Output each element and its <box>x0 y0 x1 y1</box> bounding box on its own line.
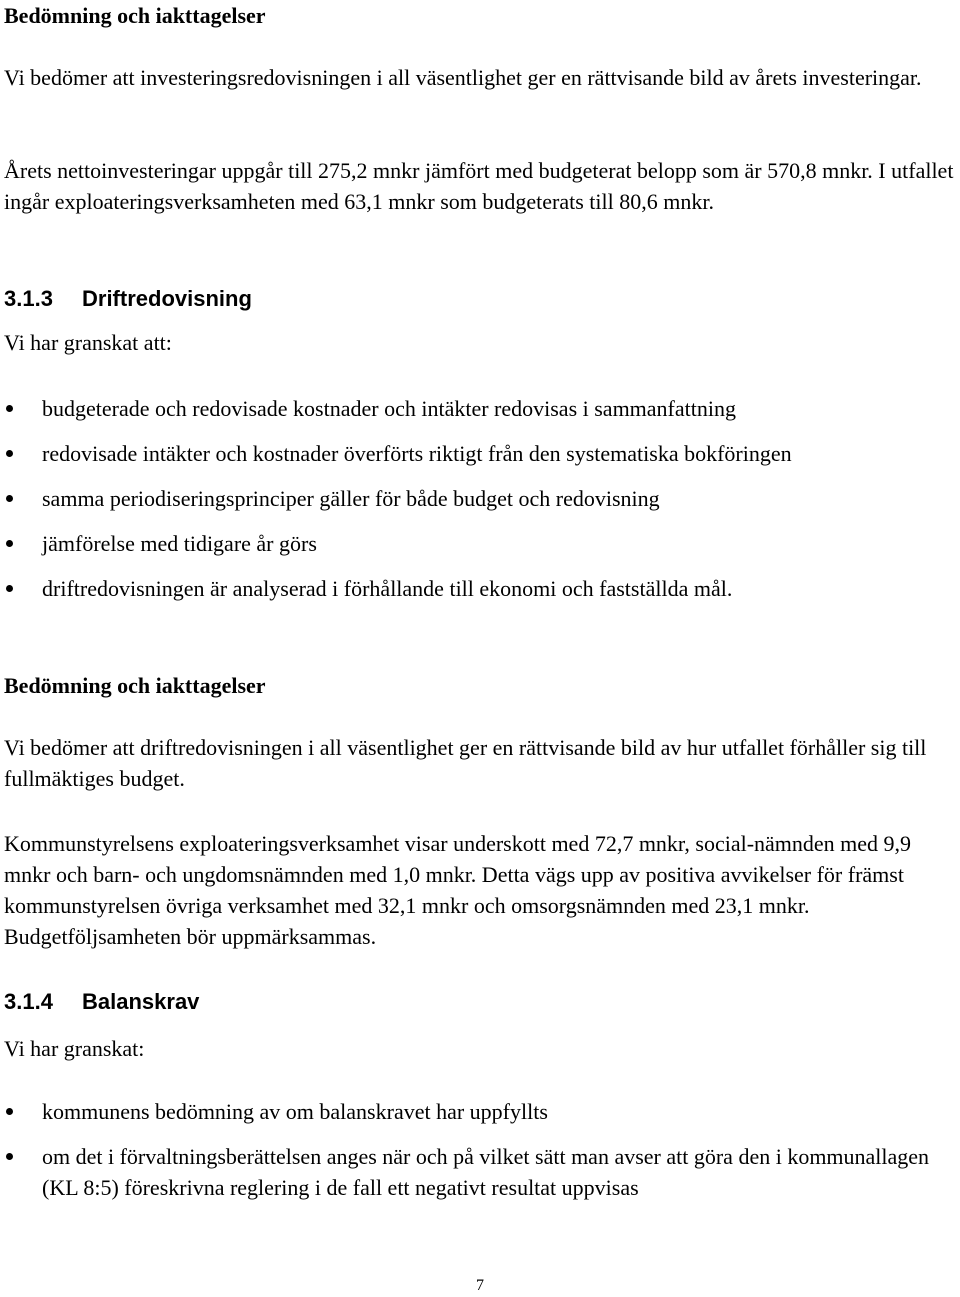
bullet-icon <box>6 450 13 457</box>
list-item-text: jämförelse med tidigare år görs <box>42 531 317 556</box>
section-title: Driftredovisning <box>82 286 252 311</box>
bullet-icon <box>6 585 13 592</box>
list-item-text: redovisade intäkter och kostnader överförts riktigt från den systematiska bokföringen <box>42 441 792 466</box>
bullet-icon <box>6 405 13 412</box>
list-item <box>4 1096 956 1127</box>
assessment-heading: Bedömning och iakttagelser <box>4 673 266 698</box>
operating-assessment-paragraph: Vi bedömer att driftredovisningen i all väsentlighet ger en rättvisande bild av hur utfallet förhåller sig till fullmäktiges budget. <box>4 735 927 791</box>
review-intro: Vi har granskat: <box>4 1036 145 1061</box>
investment-assessment-paragraph: Vi bedömer att investeringsredovisningen i all väsentlighet ger en rättvisande bild av årets investeringar. <box>4 65 922 90</box>
review-intro: Vi har granskat att: <box>4 330 172 355</box>
bullet-icon <box>6 1108 13 1115</box>
deviation-paragraph: Kommunstyrelsens exploateringsverksamhet visar underskott med 72,7 mnkr, social-nämnden med 9,9 mnkr och barn- och ungdomsnämnden med 1,0 mnkr. Detta vägs upp av positiva avvikelser för främst kommunstyrelsen övriga verksamhet med 32,1 mnkr och omsorgsnämnden med 23,1 mnkr. Budgetföljsamheten bör uppmärksammas. <box>4 831 912 949</box>
bullet-icon <box>6 495 13 502</box>
balance-checklist <box>4 1096 956 1203</box>
list-item-text: driftredovisningen är analyserad i förhållande till ekonomi och fastställda mål. <box>42 576 733 601</box>
assessment-heading: Bedömning och iakttagelser <box>4 3 266 28</box>
section-number: 3.1.3 <box>4 286 53 311</box>
section-heading-driftredovisning <box>4 283 956 314</box>
list-item <box>4 528 956 559</box>
section-heading-balanskrav <box>4 986 956 1017</box>
list-item-text: budgeterade och redovisade kostnader och intäkter redovisas i sammanfattning <box>42 396 736 421</box>
list-item-text: om det i förvaltningsberättelsen anges när och på vilket sätt man avser att göra den i kommunallagen (KL 8:5) föreskrivna reglering i de fall ett negativt resultat uppvisas <box>42 1144 930 1200</box>
list-item <box>4 393 956 424</box>
list-item <box>4 573 956 604</box>
bullet-icon <box>6 540 13 547</box>
page-number: 7 <box>476 1277 484 1294</box>
list-item <box>4 438 956 469</box>
review-checklist <box>4 393 956 604</box>
investment-figures-paragraph: Årets nettoinvesteringar uppgår till 275,2 mnkr jämfört med budgeterat belopp som är 570,8 mnkr. I utfallet ingår exploateringsverksamheten med 63,1 mnkr som budgeterats till 80,6 mnkr. <box>4 158 954 214</box>
list-item <box>4 1141 942 1203</box>
bullet-icon <box>6 1153 13 1160</box>
list-item <box>4 483 956 514</box>
section-title: Balanskrav <box>82 989 200 1014</box>
list-item-text: samma periodiseringsprinciper gäller för både budget och redovisning <box>42 486 660 511</box>
list-item-text: kommunens bedömning av om balanskravet har uppfyllts <box>42 1099 548 1124</box>
section-number: 3.1.4 <box>4 989 53 1014</box>
